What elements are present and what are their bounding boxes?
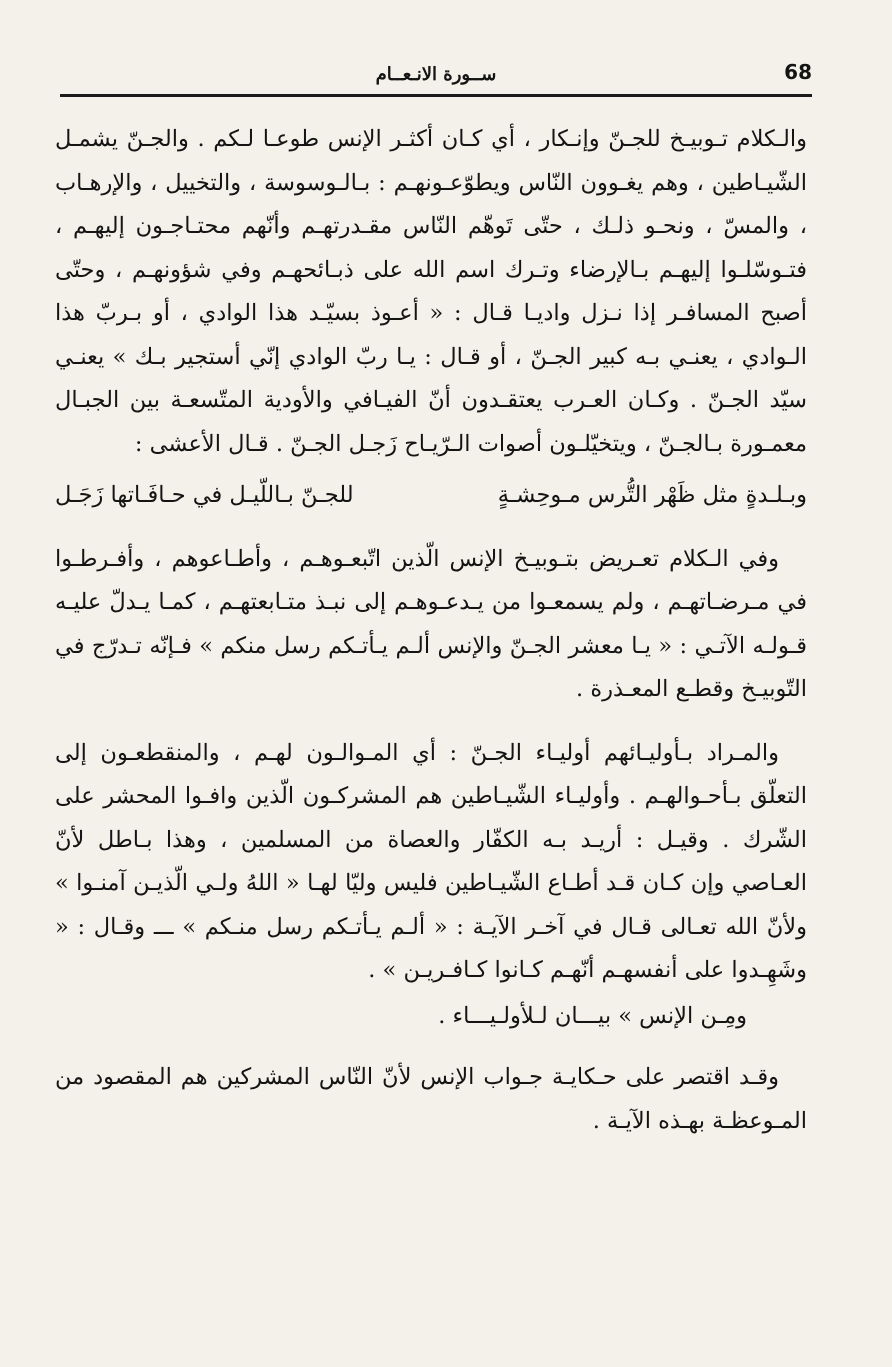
verse-first-hemistich: وبـلـدةٍ مثل ظَهْر التُّرس مـوحِشـةٍ (497, 482, 807, 508)
verse-second-hemistich: للجـنّ بـاللّيـل في حـافَـاتها زَجَـل (55, 482, 354, 508)
page-number: 68 (784, 60, 812, 84)
poetry-verse (55, 474, 807, 518)
surah-title: ســورة الانـعــام (375, 64, 497, 85)
paragraph-gap (55, 712, 807, 732)
paragraph-1: والـكلام تـوبيـخ للجـنّ وإنـكار ، أي كـان أكثـر الإنس طوعـا لـكم . والجـنّ يشمـل الشّيـاطين ، وهم يغـوون النّاس ويطوّعـونهـم : بـالـوسوسة ، والتخييل ، والإرهـاب ، والمسّ ، ونحـو ذلـك ، حتّى تَوهّم النّاس مقـدرتهـم وأنّهم محتـاجـون إليهـم ، فتـوسّلـوا إليهـم بـالإرضاء وتـرك اسم الله على ذبـائحهـم وفي شؤونهـم ، وحتّى أصبح المسافـر إذا نـزل واديـا قـال : « أعـوذ بسيّـد هذا الوادي ، أو بـربّ هذا الـوادي ، يعنـي بـه كبير الجـنّ ، أو قـال : يـا ربّ الوادي إنّي أستجير بـك » يعنـي سيّد الجـنّ . وكـان العـرب يعتقـدون أنّ الفيـافي والأودية المتّسعـة بين الجبـال معمـورة بـالجـنّ ، ويتخيّلـون أصوات الـرّيـاح زَجـل الجـنّ . قـال الأعشى : (55, 126, 807, 457)
paragraph-3: والمـراد بـأوليـائهم أوليـاء الجـنّ : أي المـوالـون لهـم ، والمنقطعـون إلى التعلّق بـأحـوالهـم . وأوليـاء الشّيـاطين هم المشركـون الّذين وافـوا المحشر على الشّرك . وقيـل : أريـد بـه الكفّار والعصاة من المسلمين ، وهذا بـاطل لأنّ العـاصي وإن كـان قـد أطـاع الشّيـاطين فليس وليّا لهـا « اللهُ ولـي الّذيـن آمنـوا » ولأنّ الله تعـالى قـال في آخـر الآيـة : « ألـم يـأتـكم رسل منـكم » ـــ وقـال : « وشَهِـدوا على أنفسهـم أنّهـم كـانوا كـافـريـن » . (55, 739, 807, 983)
page-header (60, 60, 812, 97)
page-body (55, 118, 807, 1143)
paragraph-5: وقـد اقتصر على حـكايـة جـواب الإنس لأنّ النّاس المشركين هم المقصود من المـوعظـة بهـذه الآيـة . (55, 1064, 807, 1134)
paragraph-2: وفي الـكلام تعـريض بتـوبيـخ الإنس الّذين اتّبعـوهـم ، وأطـاعوهم ، وأفـرطـوا في مـرضـاتهـم ، ولم يسمعـوا من يـدعـوهـم إلى نبـذ متـابعتهـم ، كمـا يـدلّ عليـه قـولـه الآتـي : « يـا معشر الجـنّ والإنس ألـم يـأتـكم رسل منكم » فـإنّه تـدرّج في التّوبيـخ وقطـع المعـذرة . (55, 545, 807, 702)
paragraph-4: ومِـن الإنس » بيـــان لـلأولـيـــاء . (438, 1002, 747, 1029)
